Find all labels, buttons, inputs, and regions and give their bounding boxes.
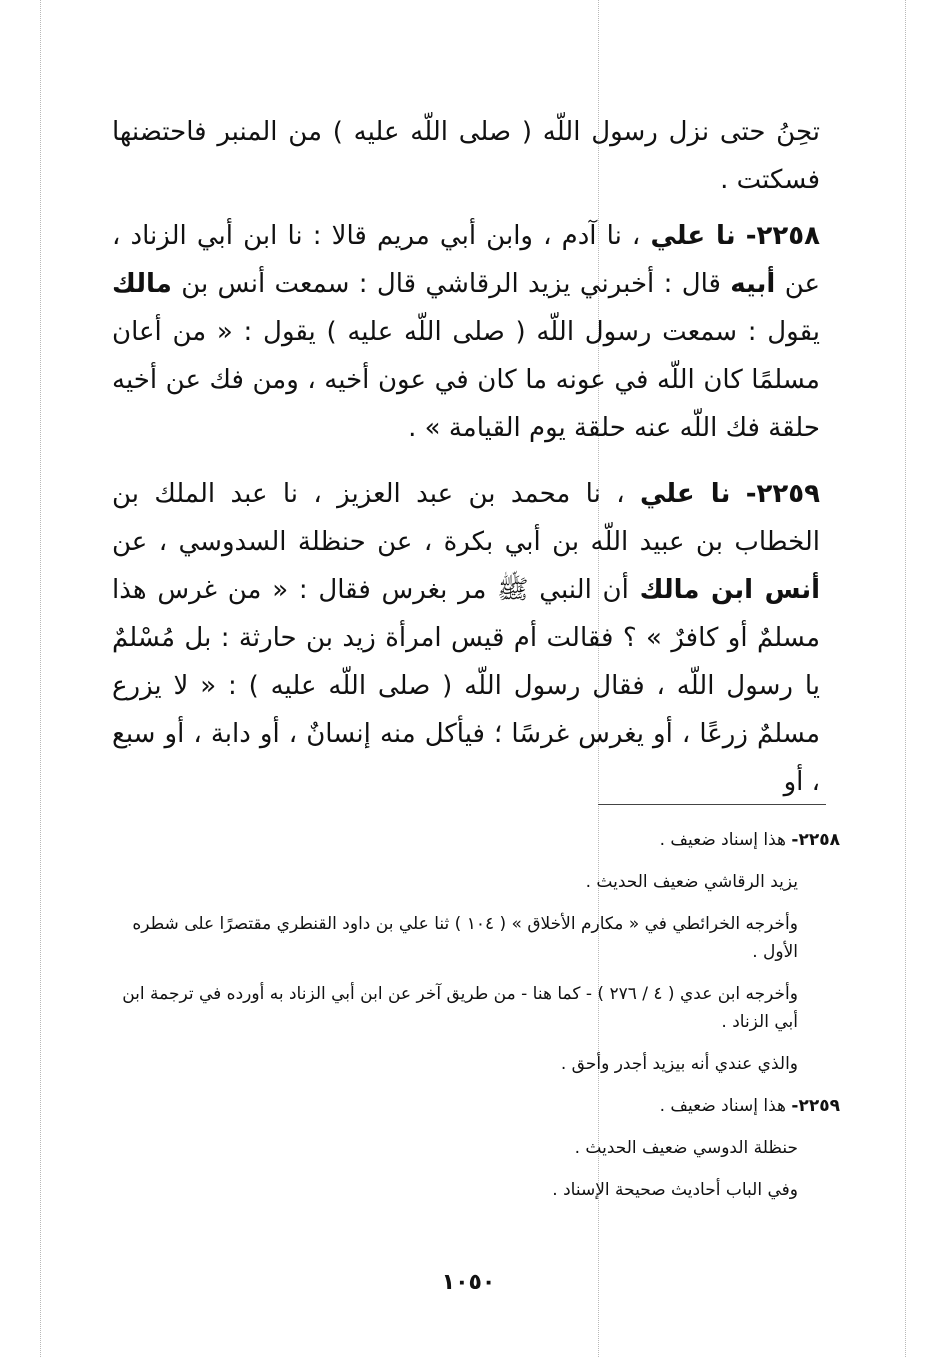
footnote-line: حنظلة الدوسي ضعيف الحديث .: [574, 1138, 798, 1158]
narrator-name: أنس ابن مالك: [639, 575, 821, 605]
margin-dotted-line-right: [905, 0, 906, 1357]
hadith-text: أن النبي ﷺ مر بغرس فقال : « من غرس هذا مسلمٌ أو كافرٌ » ؟ فقالت أم قيس امرأة زيد بن حارثة : بل مُسْلمٌ يا رسول اللّه ، فقال رسول اللّه ( صلى اللّه عليه ) : « لا يزرع مسلمٌ زرعًا ، أو يغرس غرسًا ؛ فيأكل منه إنسانٌ ، أو دابة ، أو سبع ، أو: [112, 575, 820, 797]
intro-text: تحِنُ حتى نزل رسول اللّه ( صلى اللّه عليه ) من المنبر فاحتضنها فسكتت .: [112, 117, 820, 195]
hadith-2259-text: [112, 470, 820, 806]
narrator-name: أبيه: [730, 269, 776, 299]
hadith-2258: [112, 212, 820, 452]
hadith-2259: [112, 470, 820, 806]
hadith-text: ، نا محمد بن عبد العزيز ، نا عبد الملك بن الخطاب بن عبيد اللّه بن أبي بكرة ، عن حنظلة السدوسي ، عن: [112, 479, 820, 557]
footnote-line: والذي عندي أنه بيزيد أجدر وأحق .: [560, 1054, 798, 1074]
footnote-2258-head: [120, 826, 840, 854]
footnote-number: ٢٢٥٩-: [791, 1096, 840, 1116]
hadith-2258-text: [112, 212, 820, 452]
hadith-lead: نا علي: [650, 221, 736, 251]
hadith-text: قال : أخبرني يزيد الرقاشي قال : سمعت أنس بن: [181, 269, 721, 299]
footnote-2259-head: [120, 1092, 840, 1120]
footnote-line: وأخرجه الخرائطي في « مكارم الأخلاق » ( ١٠٤ ) ثنا علي بن داود القنطري مقتصرًا على شطره الأول .: [132, 914, 798, 962]
hadith-number: ٢٢٥٨-: [745, 221, 821, 251]
hadith-number: ٢٢٥٩-: [745, 479, 820, 509]
hadith-lead: نا علي: [639, 479, 731, 509]
footnote-text: هذا إسناد ضعيف .: [659, 830, 787, 850]
footnote-line: يزيد الرقاشي ضعيف الحديث .: [585, 872, 798, 892]
footnote-text: هذا إسناد ضعيف .: [659, 1096, 787, 1116]
page-number: ١٠٥٠: [441, 1270, 496, 1295]
footnote-separator: [598, 804, 826, 805]
hadith-text: ، نا آدم ، وابن أبي مريم قالا : نا ابن أبي الزناد ، عن: [112, 221, 820, 299]
footnote-line: وأخرجه ابن عدي ( ٤ / ٢٧٦ ) - كما هنا - من طريق آخر عن ابن أبي الزناد به أورده في ترجمة ابن أبي الزناد .: [122, 984, 798, 1032]
footnote-number: ٢٢٥٨-: [791, 830, 840, 850]
narrator-name: مالك: [112, 269, 172, 299]
hadith-text: يقول : سمعت رسول اللّه ( صلى اللّه عليه ) يقول : « من أعان مسلمًا كان اللّه في عونه ما كان في عون أخيه ، ومن فك عن أخيه حلقة فك اللّه عنه حلقة يوم القيامة » .: [112, 317, 820, 443]
footnotes: [120, 826, 840, 1218]
margin-dotted-line-left: [40, 0, 41, 1357]
footnote-line: وفي الباب أحاديث صحيحة الإسناد .: [552, 1180, 798, 1200]
intro-paragraph: [112, 108, 820, 204]
